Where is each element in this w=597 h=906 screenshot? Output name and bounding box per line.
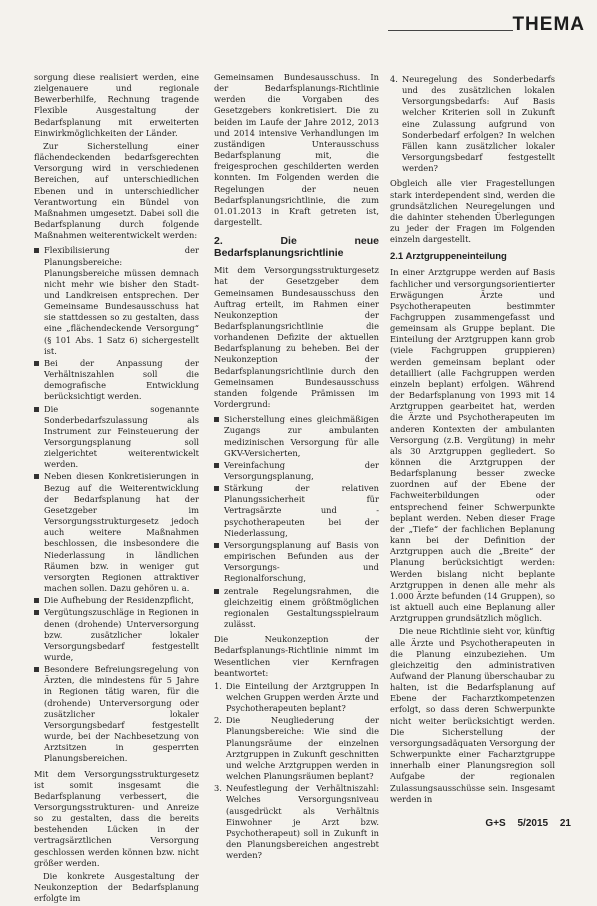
paragraph: Obgleich alle vier Fragestellungen stark interdependent sind, werden die grundsätzlichen Neuregelungen und die dahinter stehenden Überlegungen zu jeder der Fragen im Folgenden einzeln dargestellt.: [390, 178, 555, 245]
list-text: Neufestlegung der Verhältniszahl: Welches Versorgungsniveau (ausgedrückt als Verhältnis Einwohner je Arzt bzw. Psychotherapeut) soll in Zukunft in den Planungsbereichen angestrebt werden?: [226, 783, 379, 861]
list-item: Die sogenannte Sonderbedarfszulassung als Instrument zur Feinsteuerung der Versorgungsplanung soll zielgerichtet weiterentwickelt werden.: [34, 404, 199, 471]
list-number: 2.: [214, 715, 222, 726]
page-number: 21: [559, 818, 571, 829]
issue-number: 5/2015: [517, 818, 549, 829]
subsection-heading: 2.1 Arztgruppeneinteilung: [390, 251, 507, 263]
paragraph: In einer Arztgruppe werden auf Basis fachlicher und versorgungsorientierter Erwägungen Ärzte und Psychotherapeuten bestimmter Fachgruppen zusammengefasst und gemeinsam als Gruppe beplant. Die Einteilung der Arztgruppen kann grob (viele Fachgruppen gruppieren) werden gemeinsam beplant oder detailliert (alle Fachgruppen werden einzeln beplant) erfolgen. Während der Bedarfsplanung von 1993 mit 14 Arztgruppen gearbeitet hat, werden die Ärzte und Psychotherapeuten im anderen Kontexten der ambulanten Versorgung (z.B. Vergütung) in mehr als 30 Arztgruppen gegliedert. So können die Arztgruppen der Bedarfsplanung besser zwecke zuordnen auf der Ebene der Fachweiterbildungen oder entsprechend feiner Schwerpunkte beplant werden. Neben dieser Frage der „Tiefe“ der fachlichen Beplanung kann bei der Definition der Arztgruppen auch die „Breite“ der Planung berücksichtigt werden: Werden bislang nicht beplante Arztgruppen in denen alle mehr als 1.000 Ärzte befunden (14 Gruppen), so ist aktuell auch eine Beplanung aller Arztgruppen grundsätzlich möglich.: [390, 267, 555, 624]
list-item: zentrale Regelungsrahmen, die gleichzeitig einem größtmöglichen regionalen Gestaltungsspielraum zulässt.: [214, 586, 379, 631]
list-item: Flexibilisierung der Planungsbereiche: Planungsbereiche müssen demnach nicht mehr wie bisher den Stadt- und Landkreisen entsprechen. Der Gemeinsame Bundesausschuss hat sie stattdessen so zu gestalten, dass eine „flächendeckende Versorgung“ (§ 101 Abs. 1 Satz 6) sichergestellt ist.: [34, 245, 199, 357]
list-item: Sicherstellung eines gleichmäßigen Zugangs zur ambulanten medizinischen Versorgung für alle GKV-Versicherten,: [214, 414, 379, 459]
list-item: [214, 681, 379, 714]
list-text: Neuregelung des Sonderbedarfs und des zusätzlichen lokalen Versorgungsbedarfs: Auf Basis welcher Kriterien soll in Zukunft eine Zulassung aufgrund von Sonderbedarf erfolgen? In welchen Fällen kann zusätzlicher lokaler Versorgungsbedarf festgestellt werden?: [402, 74, 555, 174]
list-number: 1.: [214, 680, 222, 691]
text-column-2: [214, 72, 379, 865]
list-item: [214, 783, 379, 861]
paragraph: Zur Sicherstellung einer flächendeckenden bedarfsgerechten Versorgung wird in verschiedenen Bereichen, auf unterschiedlichen Ebenen und in unterschiedlicher Verantwortung ein Bündel von Maßnahmen umgesetzt. Dabei soll die Bedarfsplanung durch folgende Maßnahmen weiterentwickelt werden:: [34, 140, 199, 241]
section-label: THEMA: [512, 14, 585, 35]
list-item: Versorgungsplanung auf Basis von empirischen Befunden aus der Versorgungs- und Regionalforschung,: [214, 540, 379, 585]
list-item: Vereinfachung der Versorgungsplanung,: [214, 460, 379, 482]
section-heading: 2. Die neue Bedarfsplanungsrichtlinie: [214, 235, 379, 260]
header-rule: [388, 30, 513, 31]
list-item: [214, 715, 379, 782]
list-item: Bei der Anpassung der Verhältniszahlen soll die demografische Entwicklung berücksichtigt werden.: [34, 358, 199, 403]
text-column-3: [390, 72, 555, 807]
bullet-list: [214, 414, 379, 630]
numbered-list: [214, 681, 379, 862]
list-item: Vergütungszuschläge in Regionen in denen (drohende) Unterversorgung bzw. zusätzlicher lokaler Versorgungsbedarf festgestellt wurde,: [34, 607, 199, 663]
journal-logo: G+S: [485, 818, 506, 829]
paragraph: Mit dem Versorgungsstrukturgesetz hat der Gesetzgeber dem Gemeinsamen Bundesausschuss den Auftrag erteilt, im Rahmen einer Neukonzeption der Bedarfsplanungsrichtlinie die vorhandenen Defizite der aktuellen Bedarfsplanung zu beheben. Bei der Neukonzeption der Bedarfsplanungsrichtlinie durch den Gemeinsamen Bundesausschuss standen folgende Prämissen im Vordergrund:: [214, 265, 379, 410]
list-item: Die Aufhebung der Residenzpflicht,: [34, 595, 199, 606]
paragraph: Die Neukonzeption der Bedarfsplanungs-Richtlinie nimmt im Wesentlichen vier Kernfragen beantwortet:: [214, 634, 379, 678]
text-column-1: [34, 72, 199, 906]
bullet-list: [34, 245, 199, 764]
list-item: Neben diesen Konkretisierungen in Bezug auf die Weiterentwicklung der Bedarfsplanung hat der Gesetzgeber im Versorgungsstrukturgesetz jedoch auch weitere Maßnahmen beschlossen, die insbesondere die Niederlassung in ländlichen Räumen bzw. in weniger gut versorgten Regionen attraktiver machen sollen. Dazu gehören u. a.: [34, 471, 199, 594]
list-number: 3.: [214, 783, 222, 794]
paragraph: Mit dem Versorgungsstrukturgesetz ist somit insgesamt die Bedarfsplanung verbessert, die Versorgungsstrukturen- und Anreize so zu gestalten, dass die bereits bestehenden Lücken in der vertragsärztlichen Versorgung geschlossen werden können bzw. nicht größer werden.: [34, 768, 199, 868]
numbered-list: [390, 74, 555, 174]
list-text: Die Einteilung der Arztgruppen In welchen Gruppen werden Ärzte und Psychotherapeuten beplant?: [226, 680, 379, 714]
page-footer: [476, 818, 571, 829]
paragraph: sorgung diese realisiert werden, eine zielgenauere und regionale Bewerberhilfe, Rechnung tragende Flexible Ausgestaltung der Bedarfsplanung mit erweiterten Einwirkmöglichkeiten der Länder.: [34, 72, 199, 138]
list-text: Die Neugliederung der Planungsbereiche: Wie sind die Planungsräume der einzelnen Arztgruppen in Zukunft geschnitten und welche Arztgruppen werden in welchen Planungsräumen beplant?: [226, 715, 379, 782]
paragraph: Gemeinsamen Bundesausschuss. In der Bedarfsplanungs-Richtlinie werden die Vorgaben des Gesetzgebers konkretisiert. Die zu beiden im Laufe der Jahre 2012, 2013 und 2014 intensive Verhandlungen im zuständigen Unterausschuss Bedarfsplanung mit, die freigesprochen geschilderten werden konnten. Im Folgenden werden die Regelungen der neuen Bedarfsplanungsrichtlinie, die zum 01.01.2013 in Kraft getreten ist, dargestellt.: [214, 72, 379, 228]
list-number: 4.: [390, 74, 398, 84]
list-item: [390, 74, 555, 174]
paragraph: Die konkrete Ausgestaltung der Neukonzeption der Bedarfsplanung erfolgte im: [34, 870, 199, 904]
list-item: Besondere Befreiungsregelung von Ärzten, die mindestens für 5 Jahre in Regionen tätig waren, für die (drohende) Unterversorgung oder zusätzlicher lokaler Versorgungsbedarf festgestellt wurde, bei der Nachbesetzung von Arztsitzen in gesperrten Planungsbereichen.: [34, 664, 199, 764]
list-item: Stärkung der relativen Planungssicherheit für Vertragsärzte und -psychotherapeuten bei der Niederlassung,: [214, 483, 379, 539]
paragraph: Die neue Richtlinie sieht vor, künftig alle Ärzte und Psychotherapeuten in die Planung einzubeziehen. Um gleichzeitig den administrativen Aufwand der Planung überschaubar zu halten, ist die Bedarfsplanung auf Ebene der Facharztkompetenzen erfolgt, so dass deren Schwerpunkte nicht weiter berücksichtigt werden. Die Sicherstellung der versorgungsadäquaten Versorgung der Schwerpunkte einer Facharztgruppe innerhalb einer Planungsregion soll Aufgabe der regionalen Zulassungsausschüsse sein. Insgesamt werden in: [390, 626, 555, 804]
